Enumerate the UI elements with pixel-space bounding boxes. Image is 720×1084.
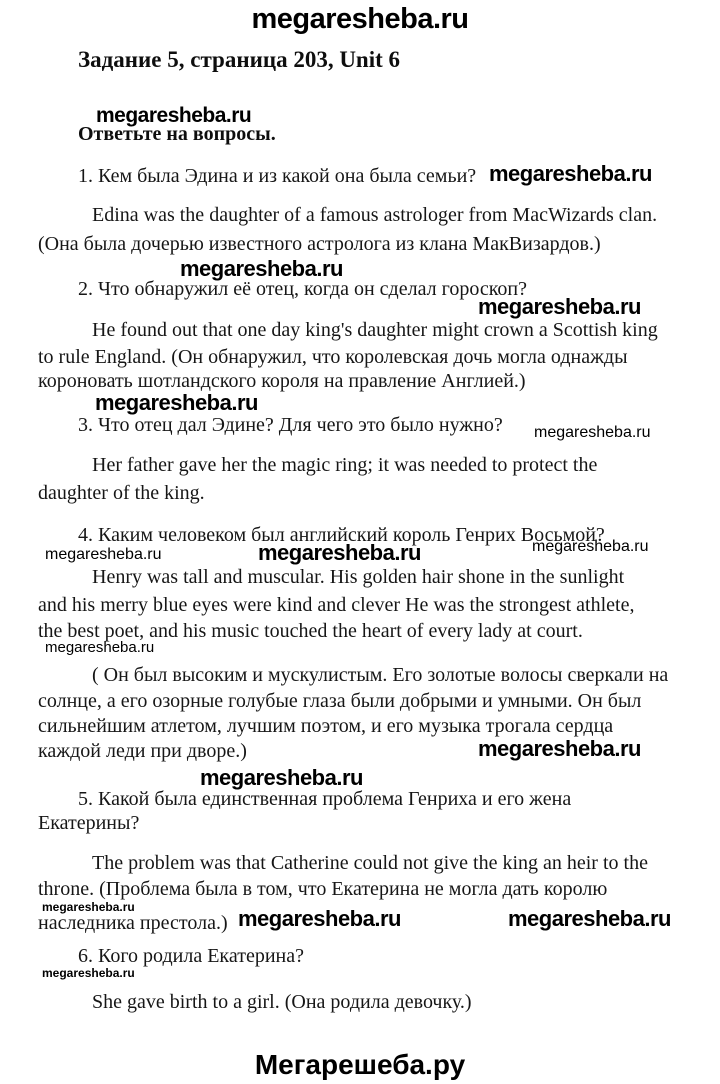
question-2: 2. Что обнаружил её отец, когда он сделал гороскоп? <box>78 278 527 300</box>
watermark: megaresheba.ru <box>95 390 258 415</box>
watermark: megaresheba.ru <box>180 256 343 281</box>
watermark: megaresheba.ru <box>238 906 401 931</box>
watermark: megaresheba.ru <box>42 966 135 980</box>
answer-4-line-2: and his merry blue eyes were kind and clever He was the strongest athlete, <box>38 594 635 616</box>
question-6: 6. Кого родила Екатерина? <box>78 945 304 967</box>
answer-4-line-4: ( Он был высоким и мускулистым. Его золотые волосы сверкали на <box>92 664 669 686</box>
watermark: megaresheba.ru <box>42 900 135 914</box>
answer-5-line-3: наследника престола.) <box>38 912 228 934</box>
answer-6-line-1: She gave birth to a girl. (Она родила девочку.) <box>92 991 472 1013</box>
watermark: megaresheba.ru <box>45 639 155 656</box>
answer-2-line-2: to rule England. (Он обнаружил, что королевская дочь могла однажды <box>38 346 628 368</box>
site-footer: Мегарешеба.ру <box>254 1049 466 1080</box>
answer-1-line-2: (Она была дочерью известного астролога из клана МакВизардов.) <box>38 233 601 255</box>
question-4: 4. Каким человеком был английский король Генрих Восьмой? <box>78 524 605 546</box>
answer-4-line-7: каждой леди при дворе.) <box>38 740 247 762</box>
answer-3-line-2: daughter of the king. <box>38 482 205 504</box>
watermark: megaresheba.ru <box>96 104 252 127</box>
watermark: megaresheba.ru <box>534 424 651 441</box>
answer-4-line-1: Henry was tall and muscular. His golden hair shone in the sunlight <box>92 566 625 588</box>
watermark: megaresheba.ru <box>478 736 641 761</box>
watermark: megaresheba.ru <box>45 546 162 563</box>
watermark: megaresheba.ru <box>258 540 421 565</box>
answer-4-line-5: солнце, а его озорные голубые глаза были добрыми и умными. Он был <box>38 690 642 712</box>
question-3: 3. Что отец дал Эдине? Для чего это было нужно? <box>78 414 503 436</box>
answer-2-line-3: короновать шотландского короля на правление Англией.) <box>38 370 526 392</box>
watermark: megaresheba.ru <box>200 765 363 790</box>
answer-4-line-6: сильнейшим атлетом, лучшим поэтом, и его музыка трогала сердца <box>38 715 614 737</box>
task-heading: Задание 5, страница 203, Unit 6 <box>78 47 401 72</box>
watermark: megaresheba.ru <box>489 161 652 186</box>
watermark: megaresheba.ru <box>478 294 641 319</box>
answer-3-line-1: Her father gave her the magic ring; it was needed to protect the <box>92 454 598 476</box>
answer-1-line-1: Edina was the daughter of a famous astrologer from MacWizards clan. <box>92 204 658 226</box>
answer-5-line-1: The problem was that Catherine could not give the king an heir to the <box>92 852 648 874</box>
watermark: megaresheba.ru <box>532 538 649 555</box>
answer-4-line-3: the best poet, and his music touched the heart of every lady at court. <box>38 620 583 642</box>
watermark: megaresheba.ru <box>508 906 671 931</box>
instruction: Ответьте на вопросы. <box>78 123 276 145</box>
question-5-line-1: 5. Какой была единственная проблема Генриха и его жена <box>78 788 572 810</box>
question-5-line-2: Екатерины? <box>38 812 140 834</box>
site-header-watermark: megaresheba.ru <box>251 3 469 35</box>
question-1: 1. Кем была Эдина и из какой она была семьи? <box>78 165 477 187</box>
answer-2-line-1: He found out that one day king's daughter might crown a Scottish king <box>92 319 658 341</box>
answer-5-line-2: throne. (Проблема была в том, что Екатерина не могла дать королю <box>38 878 608 900</box>
